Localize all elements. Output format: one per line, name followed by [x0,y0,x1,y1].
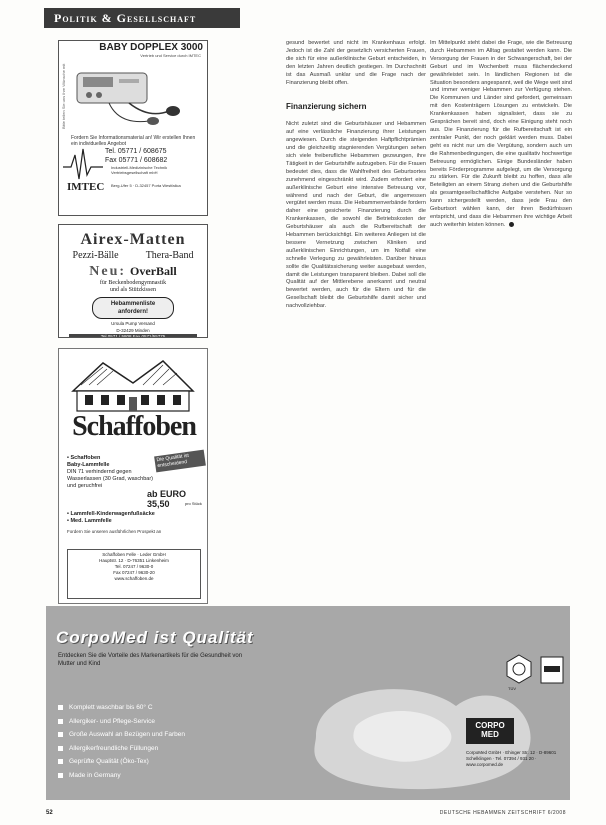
feature-list [58,704,185,785]
article-paragraph: Nicht zuletzt sind die Geburtshäuser und Hebammen auf eine verlässliche Finanzierung ihrer Leistungen angewiesen. Durch die steigenden Haftpflichtprämien und die gleichzeitig stagnierenden Vergütungen sehen sich viele freiberufliche Hebammen gezwungen, ihre Tätigkeit in der Geburtshilfe aufzugeben. Für die Frauen bedeutet dies, dass die Wahlfreiheit des Geburtsortes zunehmend eingeschränkt wird. Zudem erfordert eine außerklinische Geburt eine intensive Betreuung vor, während und nach der Geburt, die angemessen vergütet werden muss. Die Hebammenverbände fordern daher eine gesicherte Finanzierung durch die Krankenkassen, die sowohl die Betriebskosten der Geburtshäuser als auch die Rufbereitschaft der Hebammen berücksichtigt. Ein weiteres Anliegen ist die bessere Vernetzung zwischen Kliniken und außerklinischen Einrichtungen, um im Notfall eine schnelle Verlegung zu gewährleisten. Darüber hinaus sollte die Qualitätssicherung weiter ausgebaut werden, damit die Leistungen transparent bleiben. Dabei soll die Qualität auf der Mittlerebene anerkannt und neutral bewertet werden, auch für die Eltern und für die Gesellschaft bleibt die Geburtshilfe damit sicher und nachvollziehbar. [286,121,426,310]
badge-line-1: Hebammenliste [110,301,156,307]
ad-stamp: Die Qualität ist entscheidend [154,450,206,473]
price-sub: pro Stück [185,501,202,506]
addr-line: Fax 07247 / 9630-20 [113,570,155,575]
list-item: Baby-Lammfelle [67,462,110,468]
ad-address: D-32429 Minden [116,328,150,333]
list-item: Wasserlassen (30 Grad, waschbar) [67,476,153,482]
article-subheading: Finanzierung sichern [286,102,367,112]
page-number: 52 [46,810,53,816]
new-item: OverBall [130,264,177,278]
list-item: und geruchfrei [67,483,103,489]
ad-contact: CorpoMed GmbH · Ehinger Str. 12 · D-89601 Schelklingen · Tel. 07394 / 931 20 · www.corpomed.de [466,750,557,767]
article-paragraph: gesund bewertet und nicht im Krankenhaus erfolgt. Jedoch ist die Zahl der gesetzlich versicherten Frauen, die sich für eine außerklinische Geburt entscheiden, in den letzten Jahren deutlich gestiegen. Im Durchschnitt ist das Ausmaß unklar und die Frage nach der Finanzierung bleibt offen. [286,40,426,86]
addr-line: www.schaffoben.de [114,576,154,581]
product-left: Pezzi-Bälle [72,250,119,261]
ad-schaffoben [58,348,208,604]
bullet-icon [58,705,63,710]
ad-baby-dopplex [58,40,208,216]
addr-line: Tel. 07247 / 9630-0 [114,564,154,569]
price-value: EURO 35,50 [147,489,187,509]
tuv-seal-icon [506,654,532,684]
ad-new [59,262,207,280]
list-item: Made in Germany [58,772,185,779]
ad-brand: Airex-Matten [80,231,186,248]
ad-address: Berg-Ufer 5 · D-32457 Porta Westfalica [111,183,181,188]
article-column-1 [286,40,426,580]
ad-company: Industriell-Medizinische Technik Vertriebsgesellschaft mbH [111,165,168,175]
ad-headline: CorpoMed ist Qualität [56,628,254,647]
corpomed-logo: CORPO MED [466,718,514,744]
list-item: • Lammfell-Kinderwagenfußsäcke [67,511,155,517]
badge-line-2: anfordern! [118,309,148,315]
bullet-icon [58,719,63,724]
ad-subtitle: Vertrieb und Service durch IMTEC [140,53,201,58]
ad-side-text: Bitte teilen Sie uns Ihre Wünsche mit [61,63,66,129]
ad-products [59,250,207,261]
ad-badge [92,297,174,319]
article-paragraph [430,40,572,230]
list-item: Komplett waschbar bis 60° C [58,704,185,711]
ad-title: BABY DOPPLEX 3000 [99,42,203,53]
ad-corpomed [46,606,570,800]
list-item: • Med. Lammfelle [67,518,112,524]
ad-tel: Tel 0571 / 5808 Fax 0571/55775 [69,334,197,338]
list-item: Allergiker- und Pflege-Service [58,718,185,725]
ad-list [67,455,157,490]
list-item: Große Auswahl an Bezügen und Farben [58,731,185,738]
bullet-icon [58,759,63,764]
ad-fax: Fax 05771 / 608682 [105,157,168,164]
ad-company: Ursula Pump Versand [111,321,155,326]
end-of-article-icon [509,222,514,227]
ad-address-box [67,549,201,599]
ad-tel: Tel. 05771 / 608675 [105,148,167,155]
ad-contact [105,147,167,165]
bullet-icon [58,732,63,737]
dopplex-device-image [69,59,195,133]
price-label: ab [147,489,158,499]
quality-seal-icon [540,656,564,684]
ad-desc-2: und als Stützkissen [110,287,156,293]
list-item: DIN 71 verhindernd gegen [67,469,132,475]
list-item: • Schaffoben [67,455,101,461]
ad-intro: Entdecken Sie die Vorteile des Markenartikels für die Gesundheit von Mutter und Kind [58,653,243,667]
article-text: Im Mittelpunkt steht dabei die Frage, wie die Betreuung durch Hebammen im Alltag gestaltet werden kann. Die Versorgung der Frauen in der Schwangerschaft, bei der Geburt und im Wochenbett muss flächendeckend gewährleistet sein. In ländlichen Regionen ist die Situation besonders angespannt, weil die Wege weit sind und immer weniger Hebammen zur Verfügung stehen. Die Kommunen und Länder sind gefordert, gemeinsam mit den Kostenträgern Lösungen zu entwickeln. Die Krankenkassen haben signalisiert, dass sie zu Gesprächen bereit sind, doch eine Einigung steht noch aus. Die Finanzierung für die Rufbereitschaft ist ein zentraler Punkt, der noch geklärt werden muss. Dabei geht es nicht nur um die Vergütung, sondern auch um die Rahmenbedingungen, die eine qualitativ hochwertige Betreuung ermöglichen. Einige Bundesländer haben bereits Förderprogramme aufgelegt, um die Versorgung zu stärken. Für die Zukunft bleibt zu hoffen, dass alle Beteiligten an einem Strang ziehen und die Geburtshilfe als gesamtgesellschaftliche Aufgabe verstehen. Nur so kann sichergestellt werden, dass jede Frau den Geburtsort wählen kann, der ihren Bedürfnissen entspricht, und dass die Hebammen ihre wichtige Arbeit auch weiterhin leisten können. [430,40,572,228]
addr-line: Schaffoben Felle · Leder GmbH [102,552,166,557]
ad-airex [58,224,208,338]
bullet-icon [58,773,63,778]
imtec-logo: IMTEC [67,181,105,193]
addr-line: Hauptstr. 12 · D-76351 Linkenheim [99,558,169,563]
ad-blurb: Fordern Sie unseren ausführlichen Prospekt an [67,529,162,534]
section-header: Politik & Gesellschaft [44,8,240,28]
ad-desc-1: für Beckenbodengymnastik [99,280,167,286]
ad-price [147,489,207,509]
list-item: Allergikerfreundliche Füllungen [58,745,185,752]
ad-list-2 [67,511,197,525]
product-right: Thera-Band [145,250,194,261]
tuv-label: TÜV [508,686,516,691]
new-label: Neu: [89,264,127,279]
ad-info: Fordern Sie Informationsmaterial an! Wir erstellen Ihnen ein individuelles Angebot [71,135,196,147]
ad-brand: Schaffoben [72,411,196,442]
bullet-icon [58,746,63,751]
list-item: Geprüfte Qualität (Öko-Tex) [58,758,185,765]
house-illustration-icon [63,353,203,415]
magazine-footer: DEUTSCHE HEBAMMEN ZEITSCHRIFT 6/2008 [439,810,566,816]
article-column-2 [430,40,572,570]
